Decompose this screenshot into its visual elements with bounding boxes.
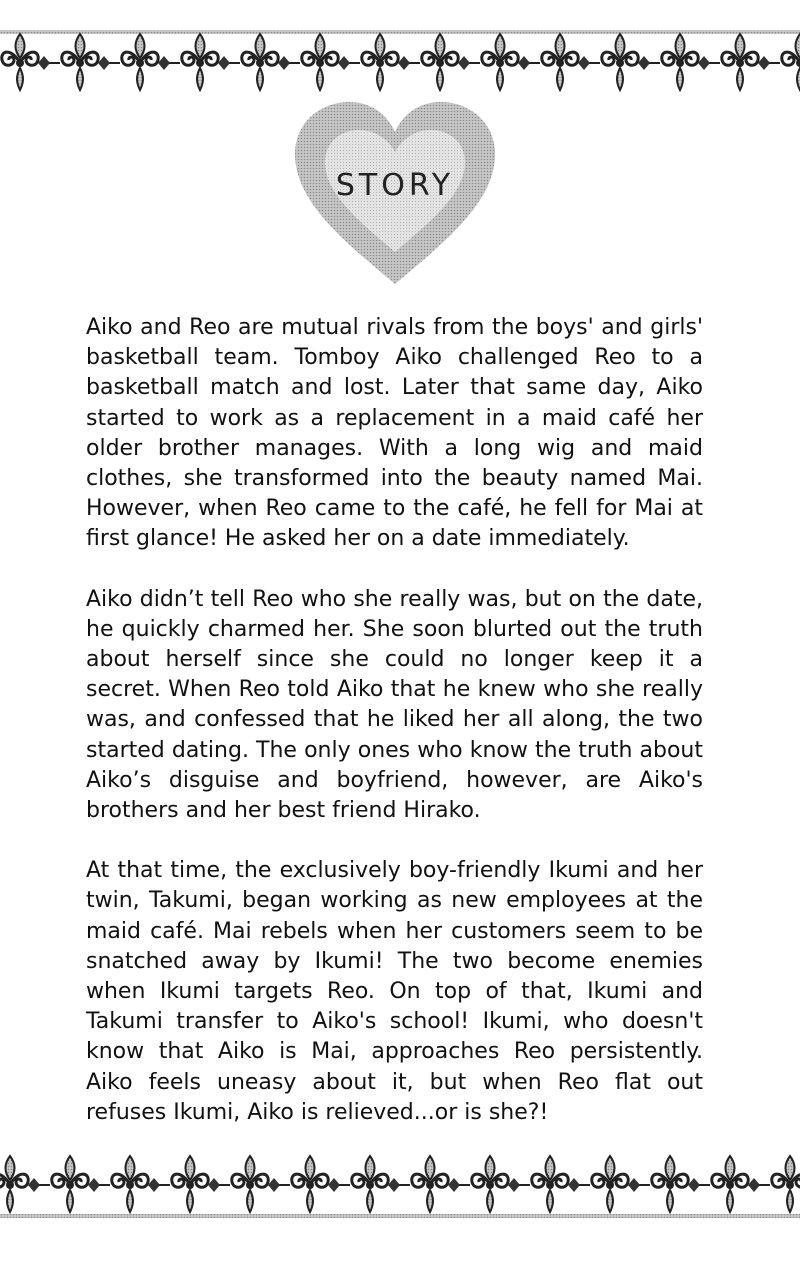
page-title: STORY xyxy=(335,168,455,203)
story-paragraph-1: Aiko and Reo are mutual rivals from the boys' and girls' basketball team. Tomboy Aiko challenged Reo to a basketball match and lost. Later that same day, Aiko started to work as a replacement in a maid café her older brother manages. With a long wig and maid clothes, she transformed into the beauty named Mai. However, when Reo came to the café, he fell for Mai at first glance! He asked her on a date immediately. xyxy=(86,315,703,552)
bottom-ornamental-border xyxy=(0,1150,800,1220)
story-paragraph-2: Aiko didn’t tell Reo who she really was, but on the date, he quickly charmed her. She soon blurted out the truth about herself since she could no longer keep it a secret. When Reo told Aiko that he knew who she really was, and confessed that he liked her all along, the two started dating. The only ones who know the truth about Aiko’s disguise and boyfriend, however, are Aiko's brothers and her best friend Hirako. xyxy=(86,586,703,824)
story-text xyxy=(86,313,703,1158)
top-ornamental-border xyxy=(0,28,800,98)
story-paragraph-3: At that time, the exclusively boy-friendly Ikumi and her twin, Takumi, began working as new employees at the maid café. Mai rebels when her customers seem to be snatched away by Ikumi! The two become enemies when Ikumi targets Reo. On top of that, Ikumi and Takumi transfer to Aiko's school! Ikumi, who doesn't know that Aiko is Mai, approaches Reo persistently. Aiko feels uneasy about it, but when Reo flat out refuses Ikumi, Aiko is relieved...or is she?! xyxy=(86,858,703,1125)
story-heart-header xyxy=(285,92,505,292)
